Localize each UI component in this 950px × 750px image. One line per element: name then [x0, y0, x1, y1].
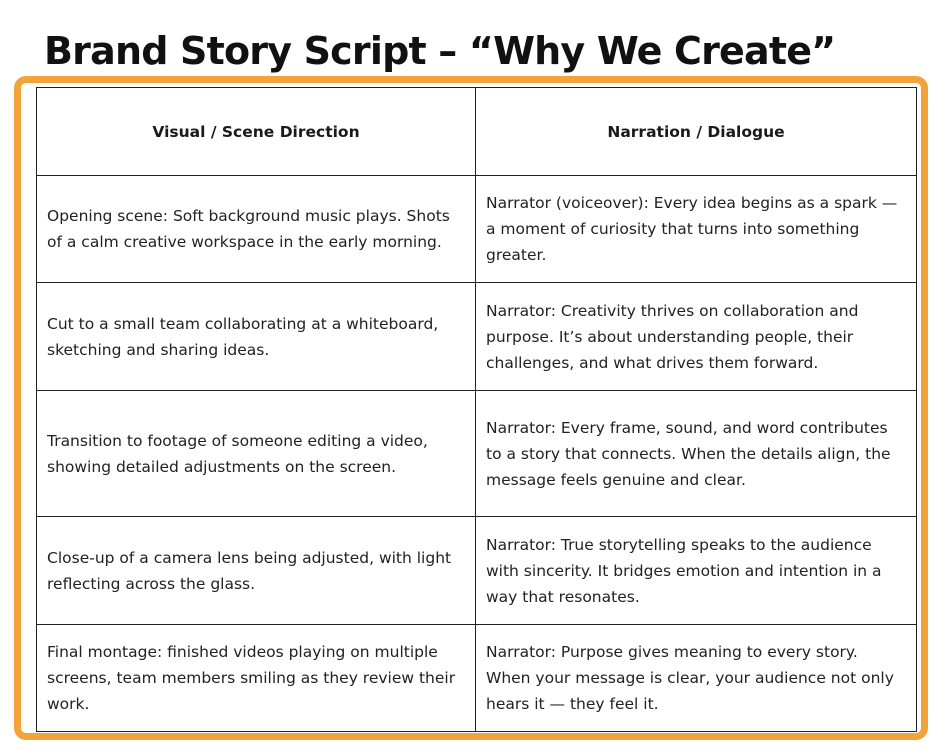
script-table	[36, 87, 917, 732]
narration-cell: Narrator: Purpose gives meaning to every story. When your message is clear, your audience not only hears it — they feel it.	[476, 625, 917, 732]
visual-cell: Cut to a small team collaborating at a whiteboard, sketching and sharing ideas.	[37, 283, 476, 391]
header-narration: Narration / Dialogue	[476, 88, 917, 176]
visual-cell: Transition to footage of someone editing a video, showing detailed adjustments on the screen.	[37, 391, 476, 517]
table-header-row	[37, 88, 917, 176]
table-row	[37, 176, 917, 283]
narration-cell: Narrator: True storytelling speaks to the audience with sincerity. It bridges emotion and intention in a way that resonates.	[476, 517, 917, 625]
narration-cell: Narrator: Every frame, sound, and word contributes to a story that connects. When the details align, the message feels genuine and clear.	[476, 391, 917, 517]
orange-frame	[14, 76, 928, 740]
narration-cell: Narrator: Creativity thrives on collaboration and purpose. It’s about understanding people, their challenges, and what drives them forward.	[476, 283, 917, 391]
narration-cell: Narrator (voiceover): Every idea begins as a spark — a moment of curiosity that turns into something greater.	[476, 176, 917, 283]
table-row	[37, 517, 917, 625]
page-title: Brand Story Script – “Why We Create”	[44, 29, 836, 73]
visual-cell: Close-up of a camera lens being adjusted, with light reflecting across the glass.	[37, 517, 476, 625]
table-row	[37, 283, 917, 391]
visual-cell: Opening scene: Soft background music plays. Shots of a calm creative workspace in the early morning.	[37, 176, 476, 283]
table-row	[37, 625, 917, 732]
header-visual: Visual / Scene Direction	[37, 88, 476, 176]
visual-cell: Final montage: finished videos playing on multiple screens, team members smiling as they review their work.	[37, 625, 476, 732]
table-row	[37, 391, 917, 517]
